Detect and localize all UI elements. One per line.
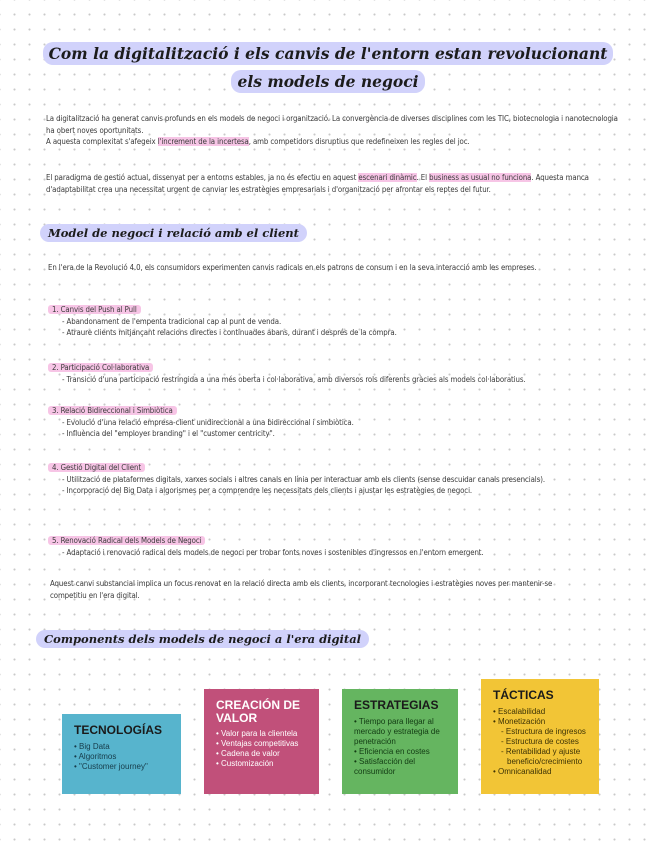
list-item-title (48, 362, 618, 374)
highlight-business-as-usual: business as usual no funciona (429, 173, 532, 182)
list-item-title (48, 462, 578, 474)
card-item: • Eficiencia en costes (354, 747, 446, 757)
intro-text: , amb competidors disruptius que redefineixen les regles del joc. (248, 137, 470, 146)
card-item: • Customización (216, 759, 307, 769)
card-subitem: - Estructura de ingresos (493, 727, 587, 737)
intro-paragraph-1 (46, 113, 628, 148)
highlight-uncertainty: l'increment de la incertesa (157, 137, 249, 146)
card-item: • Big Data (74, 742, 169, 752)
card-title: TECNOLOGÍAS (74, 723, 163, 737)
list-item-line: - Influència del "employer branding" i el "customer centricity". (62, 429, 275, 438)
list-item-line: - Incorporació del Big Data i algorismes per a comprendre les necessitats dels clients i ajustar les estratègies de negoci. (62, 486, 473, 495)
card-item: • Valor para la clientela (216, 729, 307, 739)
list-item-title-text: 2. Participació Col·laborativa (48, 363, 153, 372)
section-heading-model (40, 226, 307, 240)
list-item-title-text: 3. Relació Bidireccional i Simbiòtica (48, 406, 177, 415)
intro-paragraph-1a: La digitalització ha generat canvis profunds en els models de negoci i organització. La convergència de diverses disciplines com les TIC, biotecnologia i nanotecnologia ha obert noves oportunitats. (46, 114, 618, 135)
list-item (48, 462, 578, 497)
list-item-title-text: 5. Renovació Radical dels Models de Negoci (48, 536, 205, 545)
card-list (74, 742, 169, 772)
card-subitem: - Rentabilidad y ajuste (493, 747, 587, 757)
card-item: • Omnicanalidad (493, 767, 587, 777)
list-item (48, 535, 618, 558)
list-item-title (48, 304, 618, 316)
list-item-line: - Abandonament de l'empenta tradicional cap al punt de venda. (62, 316, 282, 326)
card-title: TÁCTICAS (493, 688, 554, 702)
card-title: ESTRATEGIAS (354, 698, 439, 712)
card-list (216, 729, 307, 769)
highlight-dynamic-scenario: escenari dinàmic (358, 173, 417, 182)
intro-paragraph-1b (46, 136, 628, 148)
card-title: CREACIÓN DE VALOR (216, 698, 301, 725)
card-item: • Cadena de valor (216, 749, 307, 759)
list-item (48, 405, 618, 440)
list-item-title (48, 405, 618, 417)
section-heading-model-text: Model de negoci i relació amb el client (40, 224, 307, 242)
page-title (40, 40, 616, 96)
section-heading-components (36, 632, 369, 646)
card-item: • Tiempo para llegar al mercado y estrategia de penetración (354, 717, 446, 747)
card-list (493, 707, 587, 777)
card-tecnologies (62, 714, 181, 794)
list-item (48, 304, 618, 339)
list-item-line: - Evolució d'una relació empresa-client unidireccional a una bidireccional i simbiòtica. (62, 417, 354, 427)
list-item (48, 362, 618, 385)
intro-text: . El (416, 173, 430, 182)
intro-text: El paradigma de gestió actual, dissenyat per a entorns estables, ja no és efectiu en aquest (46, 173, 359, 182)
list-item-title (48, 535, 618, 547)
card-item: • Escalabilidad (493, 707, 587, 717)
list-item-line: - Adaptació i renovació radical dels models de negoci per trobar fonts noves i sostenibles d'ingressos en l'entorn emergent. (62, 547, 484, 557)
card-item: • "Customer journey" (74, 762, 169, 772)
section1-intro: En l'era de la Revolució 4.0, els consumidors experimenten canvis radicals en els patrons de consum i en la seva interacció amb les empreses. (48, 263, 537, 272)
list-item-title-text: 1. Canvis del Push al Pull (48, 305, 141, 314)
card-item: • Monetización (493, 717, 587, 727)
list-item-line: - Utilització de plataformes digitals, xarxes socials i altres canals en línia per interactuar amb els clients (sense descuidar canals presencials). (62, 474, 545, 484)
page-title-text: Com la digitalització i els canvis de l'entorn estan revolucionant els models de negoci (43, 42, 614, 93)
section1-closing: Aquest canvi substancial implica un focus renovat en la relació directa amb els clients, incorporant tecnologies i estratègies noves per mantenir-se competitiu en l'era digital. (50, 579, 553, 600)
card-subitem: beneficio/crecimiento (507, 756, 583, 766)
list-item-line: - Transició d'una participació restringida a una més oberta i col·laborativa, amb diversos rols diferents gràcies als models col·laboratius. (62, 374, 526, 384)
list-item-title-text: 4. Gestió Digital del Client (48, 463, 145, 472)
intro-text: . Aquesta manca d'adaptabilitat crea una necessitat urgent de canviar les estratègies empresarials i d'organització per afrontar els reptes del futur. (46, 173, 589, 194)
card-estrategies (342, 689, 458, 794)
section-heading-components-text: Components dels models de negoci a l'era digital (36, 630, 369, 648)
card-item: • Ventajas competitivas (216, 739, 307, 749)
intro-text: A aquesta complexitat s'afegeix (46, 137, 158, 146)
card-subitem: - Estructura de costes (493, 737, 587, 747)
card-item: • Satisfacción del consumidor (354, 757, 446, 777)
card-item: • Algoritmos (74, 752, 169, 762)
intro-paragraph-2 (46, 172, 630, 195)
list-item-line: - Atraure clients mitjançant relacions directes i continuades abans, durant i després de la compra. (62, 328, 397, 337)
card-tactiques (481, 679, 599, 794)
card-creacio-valor (204, 689, 319, 794)
card-list (354, 717, 446, 777)
